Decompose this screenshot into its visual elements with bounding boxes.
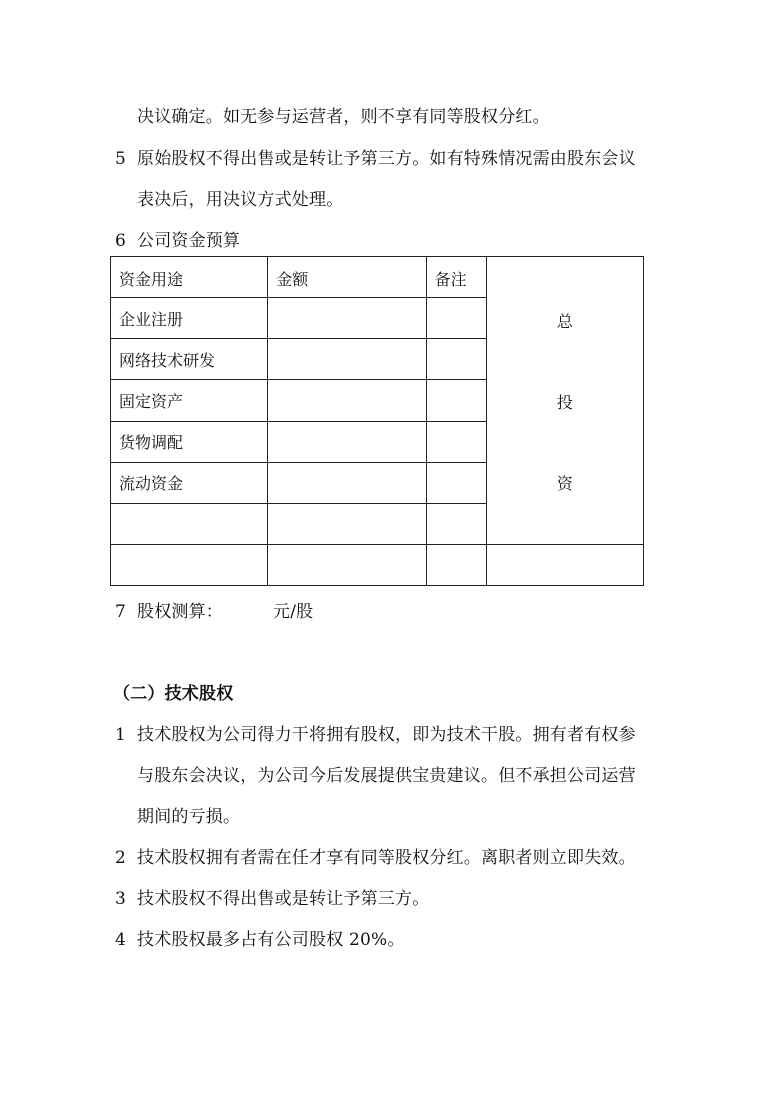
- item-unit: 元/股: [273, 602, 314, 622]
- total-investment-cell: [486, 257, 643, 545]
- cell-note: [426, 339, 486, 380]
- item-number: 1: [115, 725, 127, 745]
- list-item-1: [115, 720, 636, 745]
- budget-table: [110, 256, 644, 586]
- cell-amount: [268, 462, 426, 503]
- item-text: 技术股权为公司得力干将拥有股权，即为技术干股。拥有者有权参: [137, 725, 636, 745]
- cell-note: [426, 380, 486, 421]
- cell-amount: [268, 421, 426, 462]
- item-number: 5: [115, 149, 127, 169]
- header-usage: 资金用途: [111, 257, 268, 298]
- cell-note: [426, 462, 486, 503]
- item-text: 技术股权最多占有公司股权 20%。: [137, 930, 405, 950]
- cell-usage: 固定资产: [111, 380, 268, 421]
- table-header-row: [111, 257, 644, 298]
- cell-usage: 网络技术研发: [111, 339, 268, 380]
- list-item-1-continuation: 期间的亏损。: [137, 807, 241, 827]
- table-row: [111, 544, 644, 585]
- item-number: 2: [115, 848, 127, 868]
- section-title: （二）技术股权: [113, 684, 234, 704]
- cell-note: [426, 421, 486, 462]
- paragraph-continuation: 决议确定。如无参与运营者，则不享有同等股权分红。: [137, 107, 550, 127]
- list-item-2: [115, 843, 636, 868]
- item-text: 公司资金预算: [137, 231, 241, 251]
- item-number: 7: [115, 602, 127, 622]
- total-value-cell: [486, 544, 643, 585]
- cell-usage: [111, 544, 268, 585]
- header-note: 备注: [426, 257, 486, 298]
- cell-usage: 货物调配: [111, 421, 268, 462]
- cell-usage: [111, 503, 268, 544]
- cell-usage: 企业注册: [111, 298, 268, 339]
- list-item-1-continuation: 与股东会决议，为公司今后发展提供宝贵建议。但不承担公司运营: [137, 766, 636, 786]
- list-item-4: [115, 925, 405, 950]
- list-item-7: [115, 597, 313, 622]
- cell-amount: [268, 339, 426, 380]
- header-amount: 金额: [268, 257, 426, 298]
- list-item-5: [115, 144, 636, 169]
- list-item-6: [115, 226, 240, 251]
- item-text: 技术股权拥有者需在任才享有同等股权分红。离职者则立即失效。: [137, 848, 636, 868]
- item-number: 3: [115, 889, 127, 909]
- total-char-3: 资: [556, 474, 573, 493]
- list-item-3: [115, 884, 429, 909]
- cell-note: [426, 503, 486, 544]
- total-char-2: 投: [556, 393, 573, 412]
- cell-amount: [268, 503, 426, 544]
- item-number: 4: [115, 930, 127, 950]
- cell-amount: [268, 380, 426, 421]
- item-label: 股权测算：: [137, 602, 223, 622]
- total-char-1: 总: [556, 312, 573, 331]
- cell-amount: [268, 298, 426, 339]
- item-number: 6: [115, 231, 127, 251]
- cell-amount: [268, 544, 426, 585]
- cell-note: [426, 544, 486, 585]
- item-text: 技术股权不得出售或是转让予第三方。: [137, 889, 430, 909]
- cell-note: [426, 298, 486, 339]
- item-text: 原始股权不得出售或是转让予第三方。如有特殊情况需由股东会议: [137, 149, 636, 169]
- cell-usage: 流动资金: [111, 462, 268, 503]
- list-item-5-continuation: 表决后，用决议方式处理。: [137, 190, 344, 210]
